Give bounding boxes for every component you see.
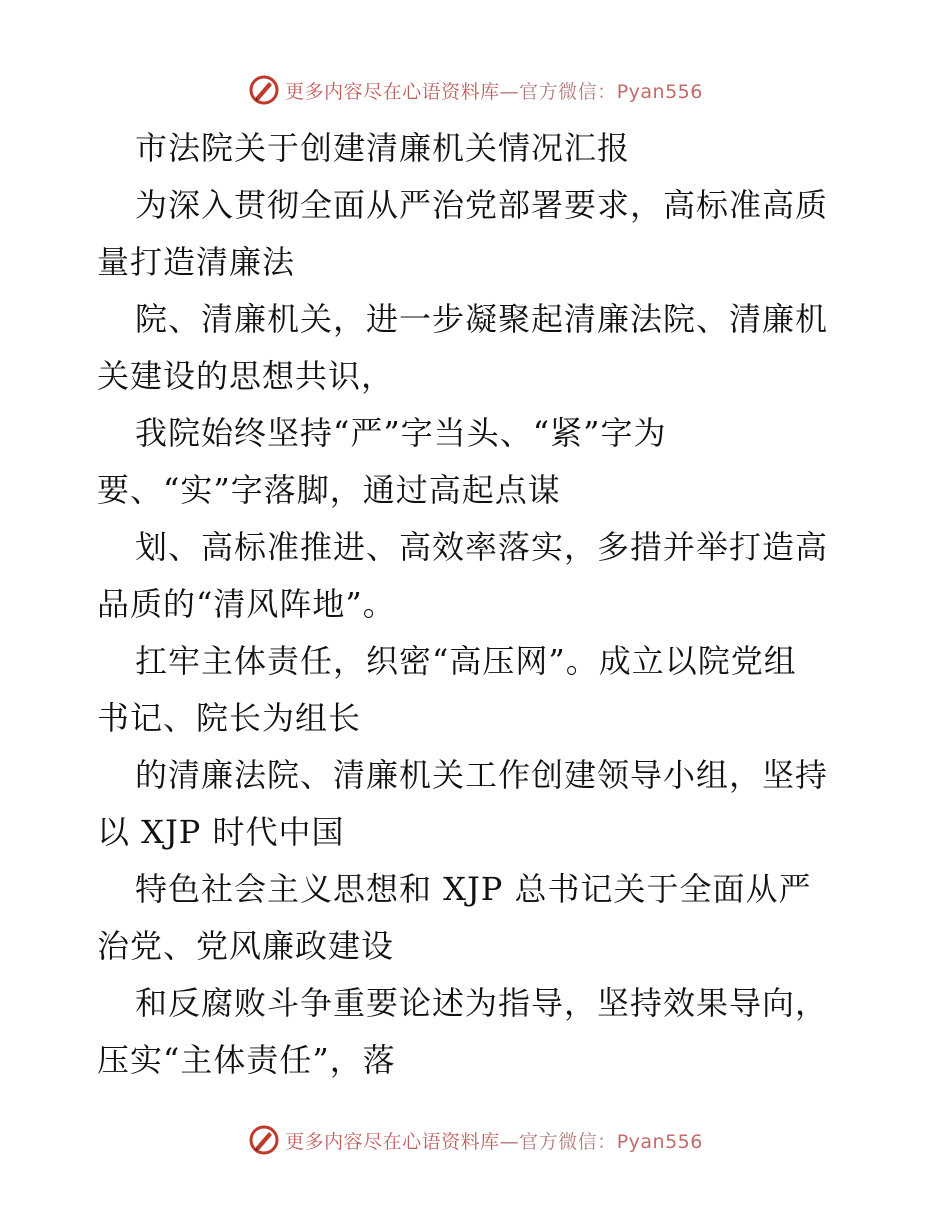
paragraph-line: 压实“主体责任”，落 [97, 1041, 396, 1079]
paragraph-line: 以 XJP 时代中国 [97, 813, 345, 851]
paragraph-line: 品质的“清风阵地”。 [97, 585, 396, 623]
paragraph-line: 量打造清廉法 [97, 243, 296, 281]
paragraph-line: 扛牢主体责任，织密“高压网”。成立以院党组 [135, 642, 797, 680]
footer-banner-text: 更多内容尽在心语资料库—官方微信：Pyan556 [285, 1130, 703, 1153]
pen-logo-icon [247, 73, 281, 107]
header-banner [0, 70, 950, 110]
paragraph-line: 治党、党风廉政建设 [97, 927, 395, 965]
document-title: 市法院关于创建清廉机关情况汇报 [135, 129, 631, 167]
paragraph-line: 和反腐败斗争重要论述为指导，坚持效果导向， [135, 984, 829, 1022]
paragraph-line: 书记、院长为组长 [97, 699, 362, 737]
paragraph-line: 的清廉法院、清廉机关工作创建领导小组，坚持 [135, 756, 829, 794]
paragraph-line: 特色社会主义思想和 XJP 总书记关于全面从严 [135, 870, 812, 908]
header-banner-text: 更多内容尽在心语资料库—官方微信：Pyan556 [285, 80, 703, 103]
paragraph-line: 关建设的思想共识， [97, 357, 395, 395]
paragraph-line: 划、高标准推进、高效率落实，多措并举打造高 [135, 528, 829, 566]
document-body [97, 120, 857, 1089]
paragraph-line: 我院始终坚持“严”字当头、“紧”字为 [135, 414, 667, 452]
paragraph-line: 要、“实”字落脚，通过高起点谋 [97, 471, 561, 509]
paragraph-line: 为深入贯彻全面从严治党部署要求，高标准高质 [135, 186, 829, 224]
paragraph-line: 院、清廉机关，进一步凝聚起清廉法院、清廉机 [135, 300, 829, 338]
footer-banner [0, 1120, 950, 1160]
pen-logo-icon [247, 1123, 281, 1157]
